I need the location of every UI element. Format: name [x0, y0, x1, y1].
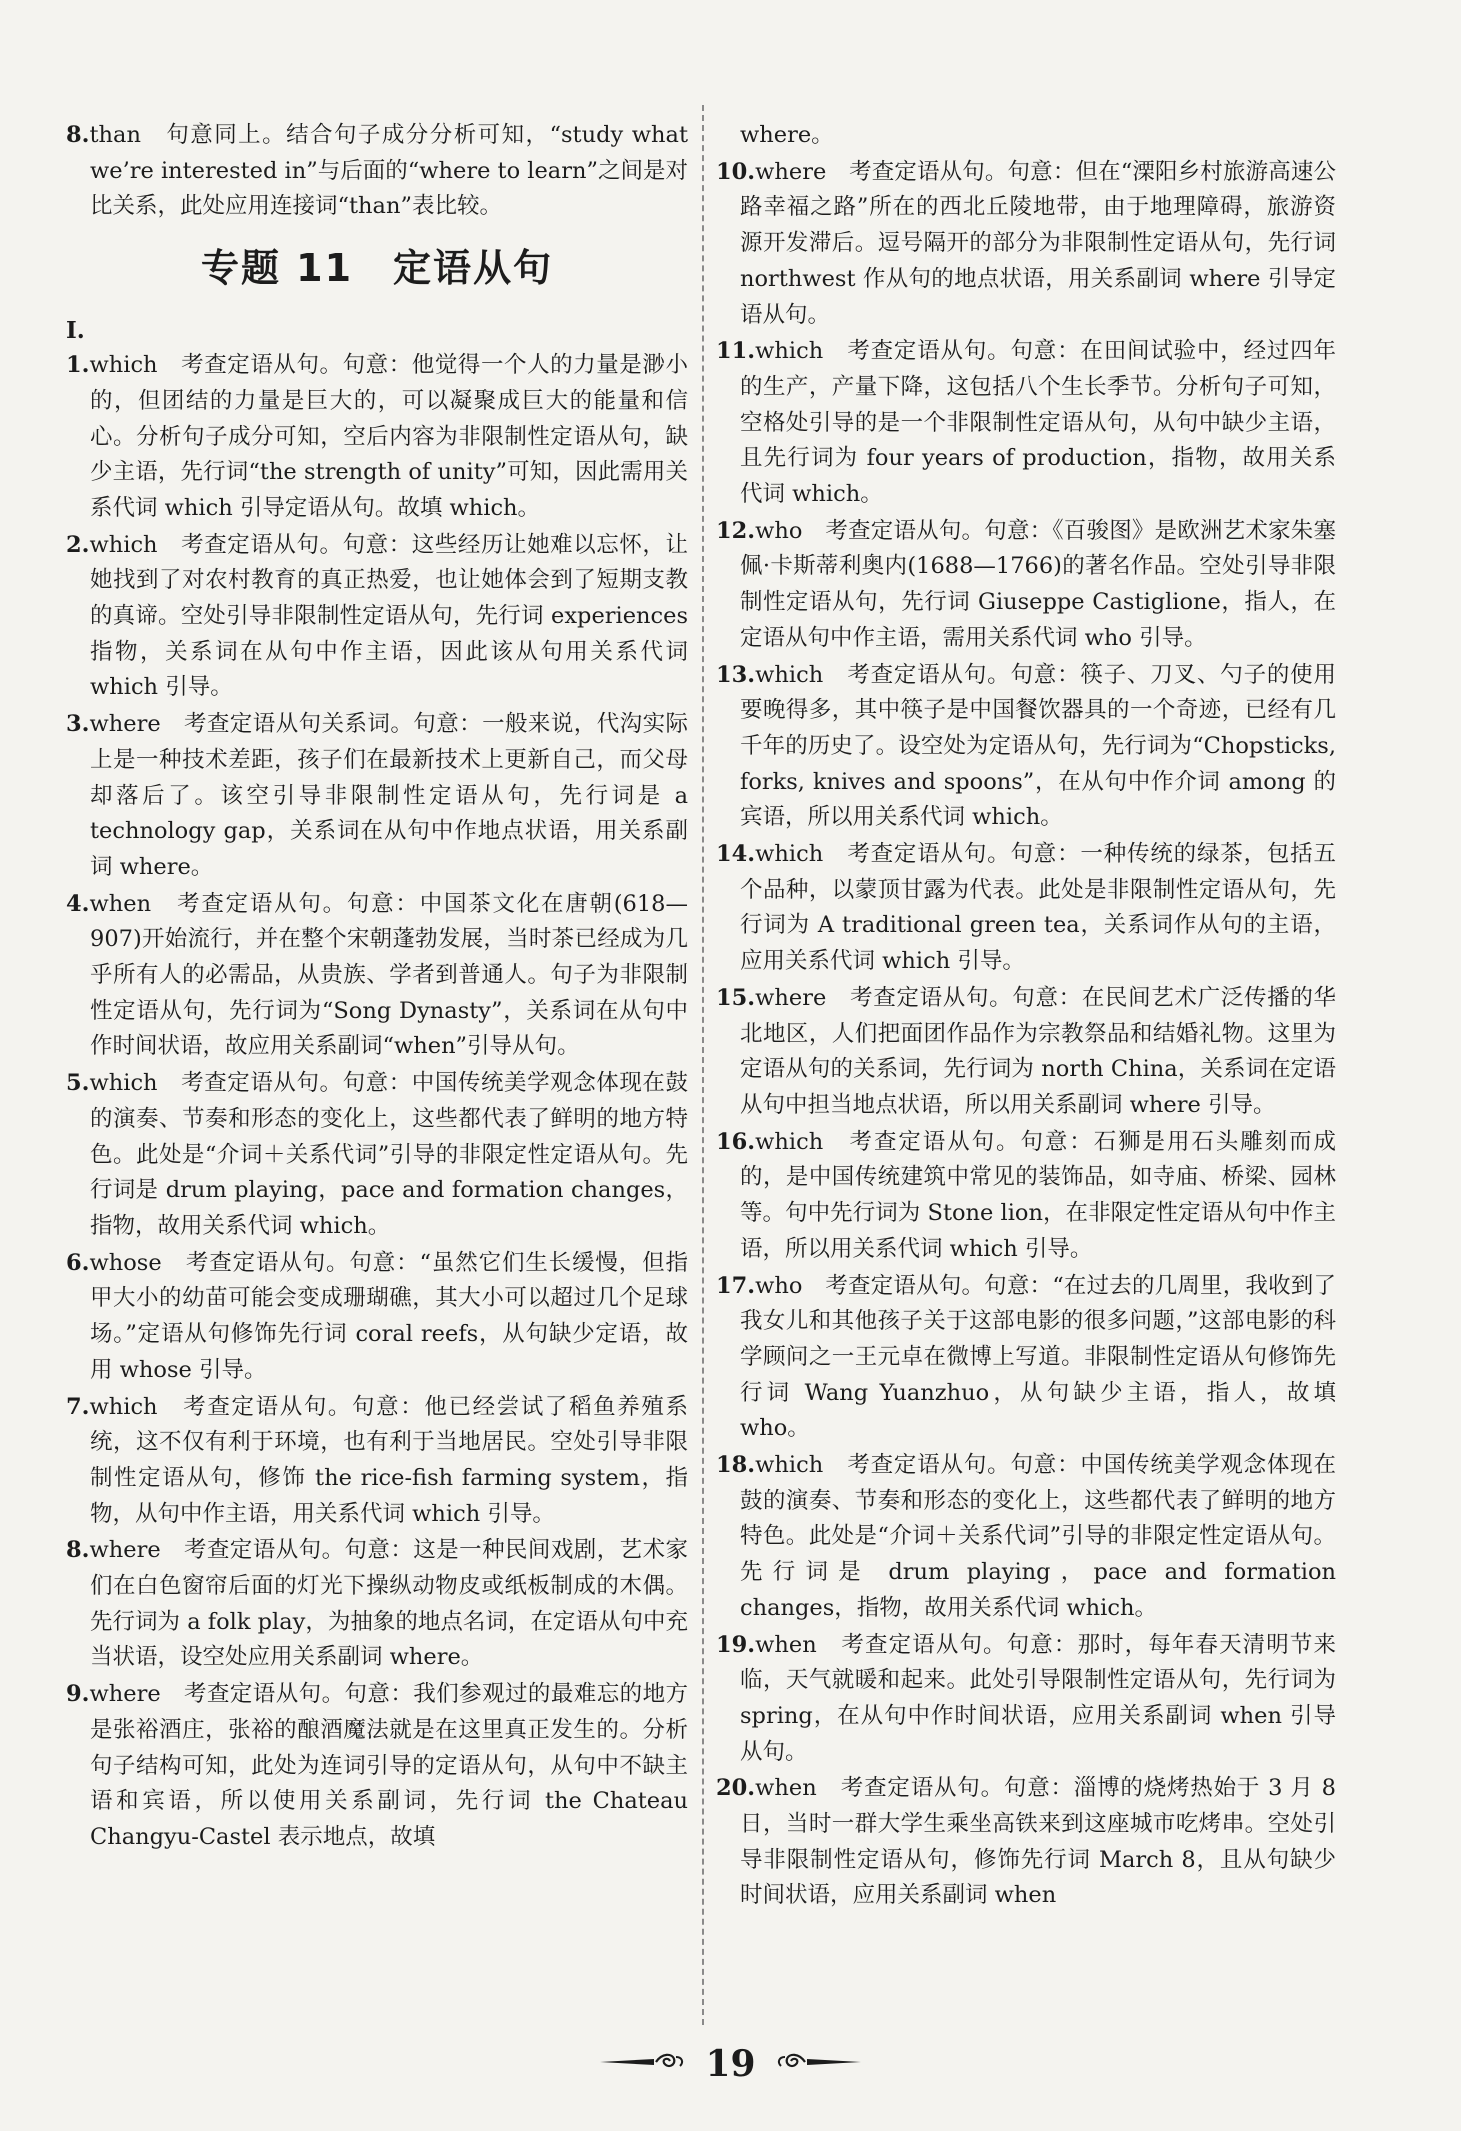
item-text: when 考查定语从句。句意：那时，每年春天清明节来临，天气就暖和起来。此处引导限制性定语从句，先行词为 spring，在从句中作时间状语，应用关系副词 when 引导从句。	[740, 1631, 1336, 1765]
item-text: which 考查定语从句。句意：这些经历让她难以忘怀，让她找到了对农村教育的真正热爱，也让她体会到了短期支教的真谛。空处引导非限制性定语从句，先行词 experiences 指物，关系词在从句中作主语，因此该从句用关系代词 which 引导。	[89, 531, 688, 701]
left-answer-list	[66, 348, 688, 1856]
answer-item	[716, 1771, 1336, 1914]
answer-item	[716, 837, 1336, 980]
answer-item	[716, 1269, 1336, 1448]
part-label: Ⅰ.	[66, 317, 85, 345]
item-text: when 考查定语从句。句意：淄博的烧烤热始于 3 月 8 日，当时一群大学生乘坐高铁来到这座城市吃烤串。空处引导非限制性定语从句，修饰先行词 March 8，且从句缺少时间状语，应用关系副词 when	[740, 1775, 1336, 1909]
item-number: 8.	[66, 122, 90, 148]
item-text: which 考查定语从句。句意：中国传统美学观念体现在鼓的演奏、节奏和形态的变化上，这些都代表了鲜明的地方特色。此处是“介词＋关系代词”引导的非限定性定语从句。先行词是 drum playing，pace and formation changes，指物，故用关系代词 which。	[740, 1452, 1336, 1621]
answer-item	[716, 981, 1336, 1124]
page-footer	[0, 2042, 1461, 2086]
item-text: which 考查定语从句。句意：筷子、刀叉、勺子的使用要晚得多，其中筷子是中国餐饮器具的一个奇迹，已经有几千年的历史了。设空处为定语从句，先行词为“Chopsticks, forks, knives and spoons”，在从句中作介词 among 的宾语，所以用关系代词 which。	[740, 661, 1336, 831]
item-text: which 考查定语从句。句意：石狮是用石头雕刻而成的，是中国传统建筑中常见的装饰品，如寺庙、桥梁、园林等。句中先行词为 Stone lion，在非限定性定语从句中作主语，所以用关系代词 which 引导。	[740, 1128, 1336, 1262]
item-number: 14.	[716, 841, 756, 868]
item-text: which 考查定语从句。句意：他已经尝试了稻鱼养殖系统，这不仅有利于环境，也有利于当地居民。空处引导非限制性定语从句，修饰 the rice-fish farming system，指物，从句中作主语，用关系代词 which 引导。	[89, 1393, 688, 1527]
right-column	[716, 118, 1336, 1915]
column-divider	[702, 105, 704, 2025]
answer-item	[716, 1448, 1336, 1627]
item-number: 9.	[66, 1681, 90, 1708]
item-text: who 考查定语从句。句意：《百骏图》是欧洲艺术家朱塞佩·卡斯蒂利奥内(1688—1766)的著名作品。空处引导非限制性定语从句，先行词 Giuseppe Castiglione，指人，在定语从句中作主语，需用关系代词 who 引导。	[740, 517, 1336, 651]
answer-item	[66, 528, 688, 707]
answer-item	[66, 348, 688, 527]
item-number: 11.	[716, 338, 756, 365]
answer-item-8-prev	[66, 118, 688, 225]
answer-item	[66, 1677, 688, 1856]
item-number: 17.	[716, 1272, 756, 1299]
right-answer-list	[716, 155, 1336, 1914]
item-number: 15.	[716, 984, 756, 1011]
item-number: 8.	[66, 1537, 90, 1564]
answer-item	[716, 658, 1336, 837]
item-number: 10.	[716, 158, 756, 185]
item-text: which 考查定语从句。句意：中国传统美学观念体现在鼓的演奏、节奏和形态的变化上，这些都代表了鲜明的地方特色。此处是“介词＋关系代词”引导的非限定性定语从句。先行词是 drum playing，pace and formation changes，指物，故用关系代词 which。	[89, 1070, 688, 1239]
item-number: 7.	[66, 1393, 90, 1420]
item-text: where 考查定语从句。句意：但在“溧阳乡村旅游高速公路幸福之路”所在的西北丘陵地带，由于地理障碍，旅游资源开发滞后。逗号隔开的部分为非限制性定语从句，先行词 northwest 作从句的地点状语，用关系副词 where 引导定语从句。	[740, 158, 1336, 328]
item-text: which 考查定语从句。句意：他觉得一个人的力量是渺小的，但团结的力量是巨大的，可以凝聚成巨大的能量和信心。分析句子成分可知，空后内容为非限制性定语从句，缺少主语，先行词“the strength of unity”可知，因此需用关系代词 which 引导定语从句。故填 which。	[89, 352, 688, 521]
answer-item	[66, 1390, 688, 1533]
answer-item	[66, 1066, 688, 1245]
item-number: 5.	[66, 1070, 90, 1097]
item-text: when 考查定语从句。句意：中国茶文化在唐朝(618—907)开始流行，并在整个宋朝蓬勃发展，当时茶已经成为几乎所有人的必需品，从贵族、学者到普通人。句子为非限制性定语从句，先行词为“Song Dynasty”，关系词在从句中作时间状语，故应用关系副词“when”引导从句。	[89, 890, 688, 1060]
item-number: 13.	[716, 661, 756, 688]
item-text: who 考查定语从句。句意：“在过去的几周里，我收到了我女儿和其他孩子关于这部电影的很多问题，”这部电影的科学顾问之一王元卓在微博上写道。非限制性定语从句修饰先行词 Wang Yuanzhuo，从句缺少主语，指人，故填 who。	[740, 1272, 1336, 1442]
item-number: 6.	[66, 1249, 90, 1276]
item-text: where 考查定语从句。句意：在民间艺术广泛传播的华北地区，人们把面团作品作为宗教祭品和结婚礼物。这里为定语从句的关系词，先行词为 north China，关系词在定语从句中担当地点状语，所以用关系副词 where 引导。	[740, 984, 1336, 1118]
item-number: 20.	[716, 1775, 756, 1802]
continuation-text: where。	[740, 122, 834, 148]
answer-item	[66, 1533, 688, 1676]
ornament-right-icon	[775, 2051, 863, 2077]
answer-item	[716, 514, 1336, 657]
answer-item	[716, 334, 1336, 513]
item-text: where 考查定语从句关系词。句意：一般来说，代沟实际上是一种技术差距，孩子们在最新技术上更新自己，而父母却落后了。该空引导非限制性定语从句，先行词是 a technology gap，关系词在从句中作地点状语，用关系副词 where。	[89, 711, 688, 880]
item-number: 19.	[716, 1631, 756, 1658]
item-text: than 句意同上。结合句子成分分析可知，“study what we’re interested in”与后面的“where to learn”之间是对比关系，此处应用连接词“than”表比较。	[89, 122, 688, 220]
answer-item	[66, 887, 688, 1066]
item-number: 2.	[66, 531, 90, 558]
item-number: 12.	[716, 517, 756, 544]
section-title: 专题 11 定语从句	[200, 246, 554, 291]
page-number: 19	[705, 2043, 756, 2085]
item-number: 18.	[716, 1452, 756, 1479]
item-text: whose 考查定语从句。句意：“虽然它们生长缓慢，但指甲大小的幼苗可能会变成珊瑚礁，其大小可以超过几个足球场。”定语从句修饰先行词 coral reefs，从句缺少定语，故用 whose 引导。	[89, 1249, 688, 1383]
answer-item	[66, 1246, 688, 1389]
item-number: 4.	[66, 890, 90, 917]
item-number: 16.	[716, 1128, 756, 1155]
left-column	[66, 118, 688, 1857]
answer-item	[66, 707, 688, 886]
item-text: where 考查定语从句。句意：这是一种民间戏剧，艺术家们在白色窗帘后面的灯光下操纵动物皮或纸板制成的木偶。先行词为 a folk play，为抽象的地点名词，在定语从句中充当状语，设空处应用关系副词 where。	[89, 1537, 688, 1671]
item-text: which 考查定语从句。句意：一种传统的绿茶，包括五个品种，以蒙顶甘露为代表。此处是非限制性定语从句，先行词为 A traditional green tea，关系词作从句的主语，应用关系代词 which 引导。	[740, 841, 1336, 975]
answer-item	[716, 155, 1336, 334]
item-text: where 考查定语从句。句意：我们参观过的最难忘的地方是张裕酒庄，张裕的酿酒魔法就是在这里真正发生的。分析句子结构可知，此处为连词引导的定语从句，从句中不缺主语和宾语，所以使用关系副词，先行词 the Chateau Changyu-Castel 表示地点，故填	[89, 1681, 688, 1850]
item-number: 1.	[66, 352, 90, 379]
item-text: which 考查定语从句。句意：在田间试验中，经过四年的生产，产量下降，这包括八个生长季节。分析句子可知，空格处引导的是一个非限制性定语从句，从句中缺少主语，且先行词为 four years of production，指物，故用关系代词 which。	[740, 338, 1336, 508]
answer-item	[716, 1628, 1336, 1771]
ornament-left-icon	[598, 2051, 686, 2077]
answer-item	[716, 1125, 1336, 1268]
item-number: 3.	[66, 711, 90, 738]
